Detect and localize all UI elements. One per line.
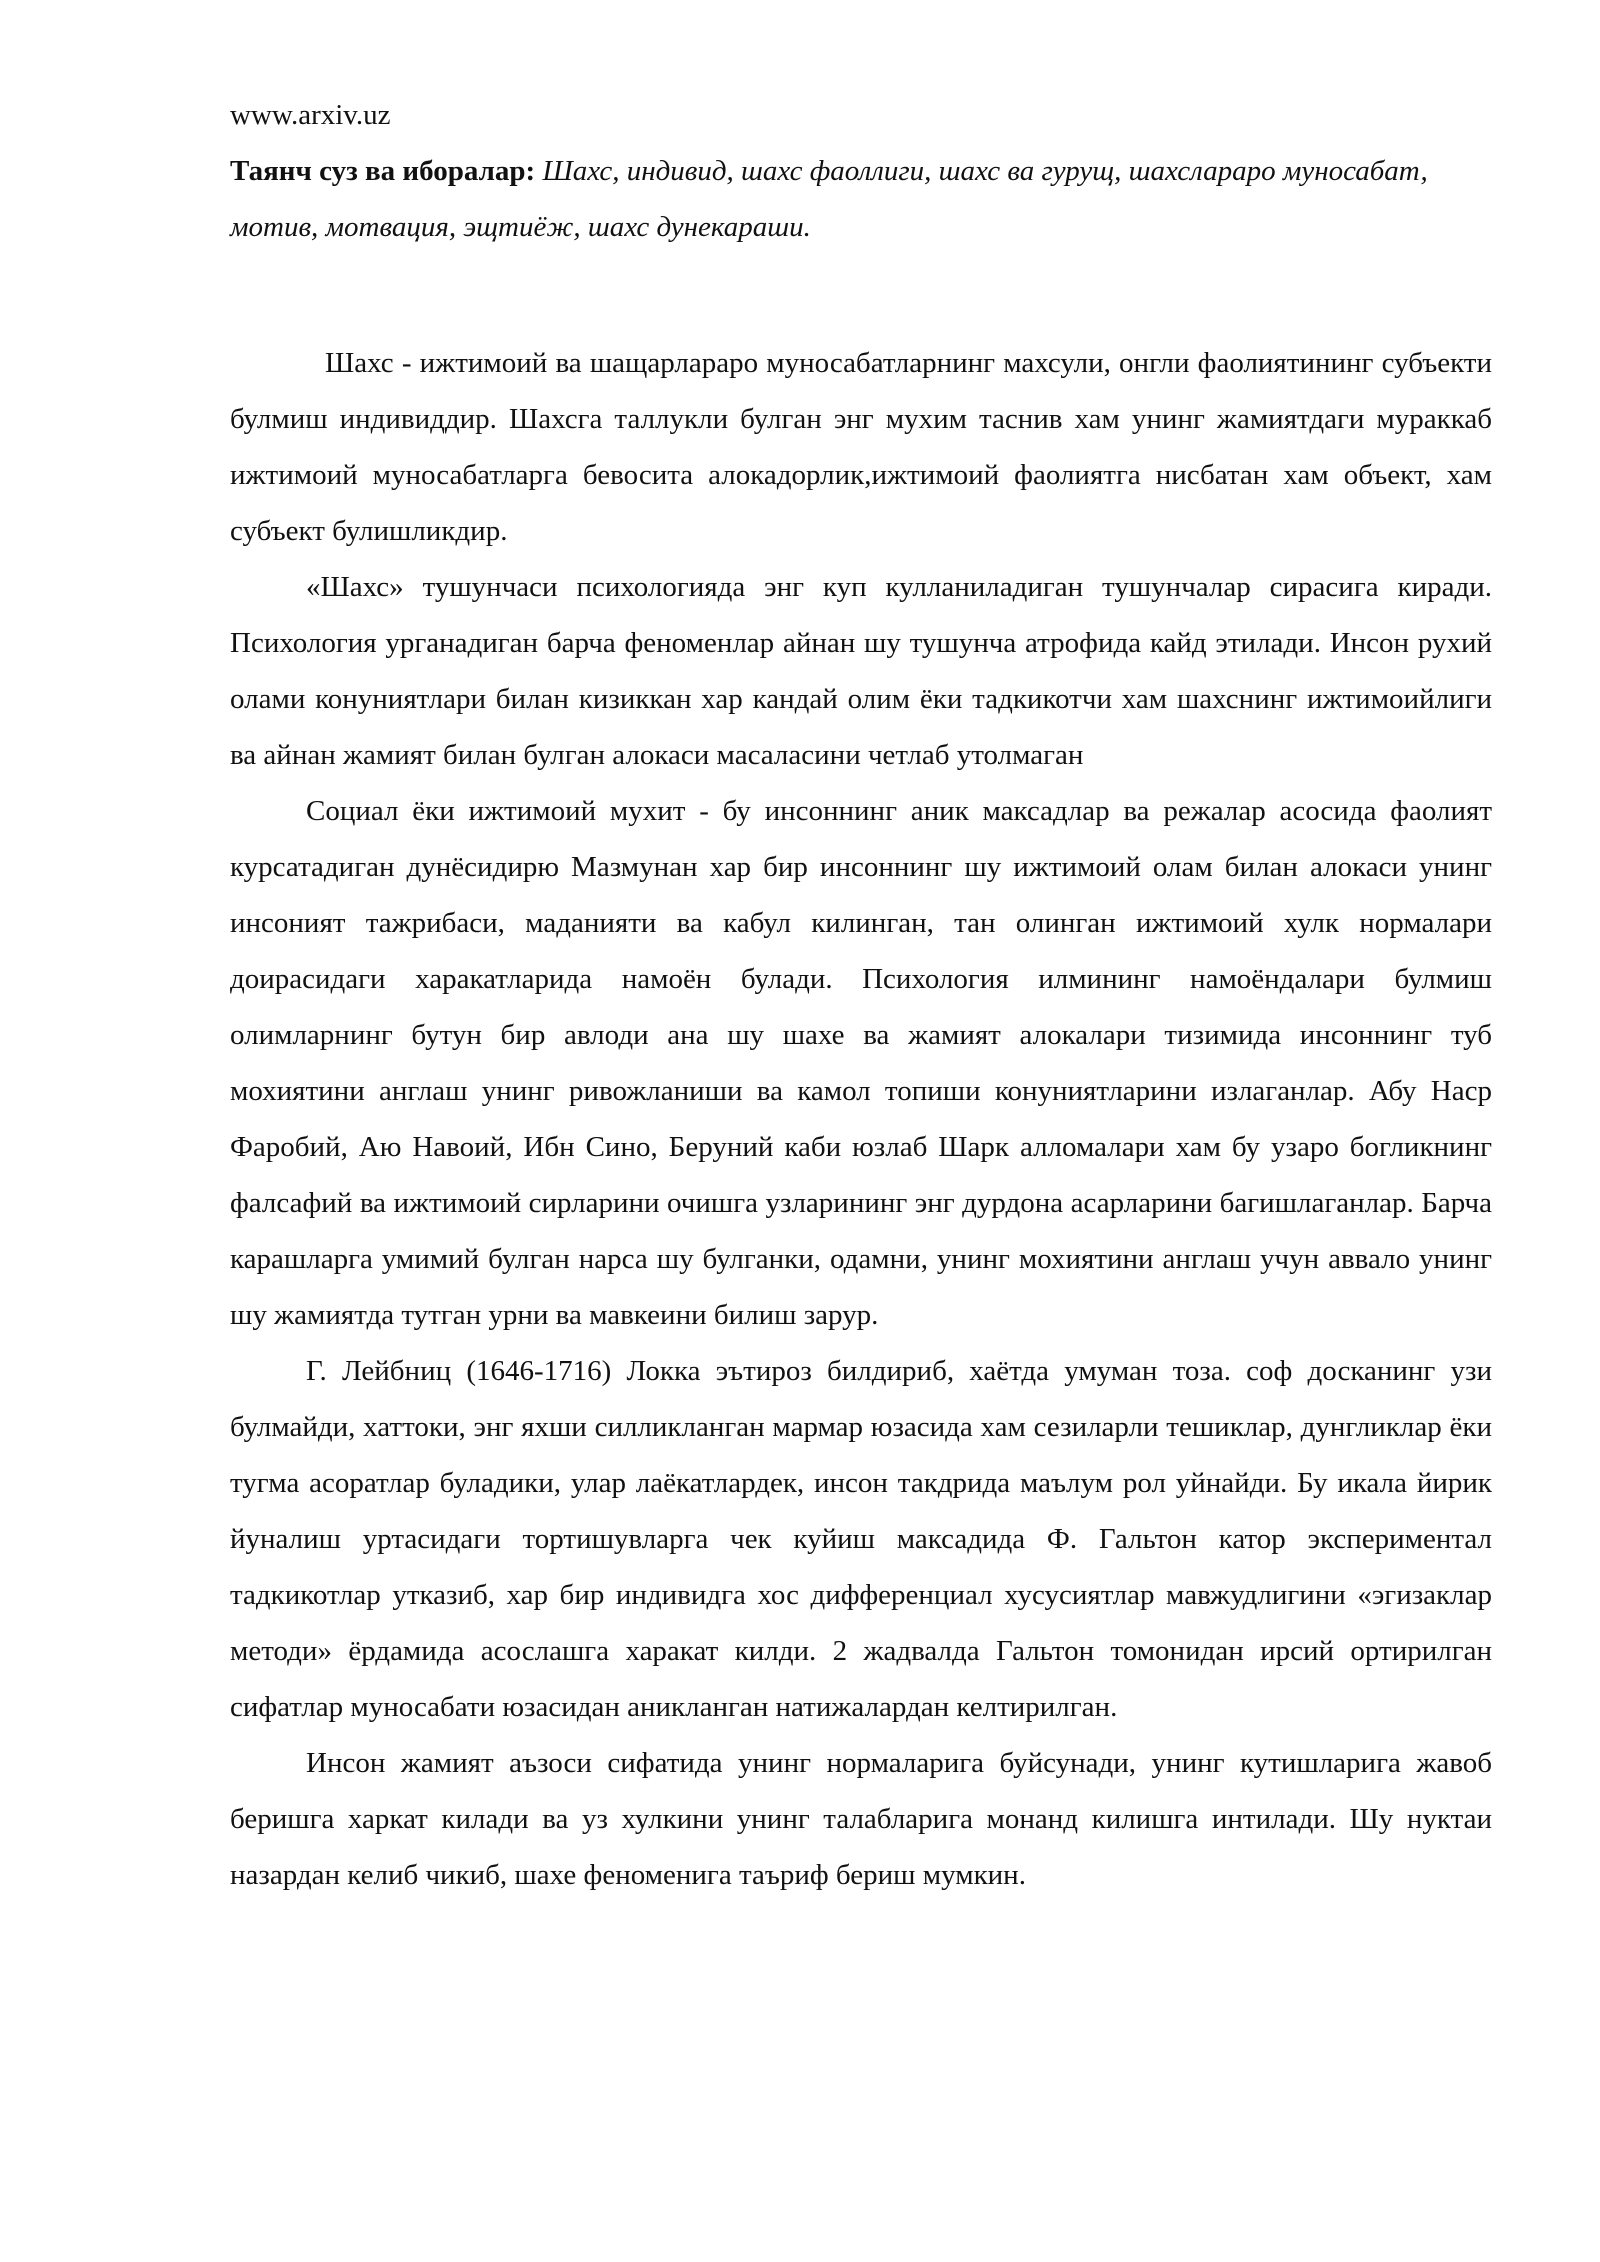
- paragraph: Шахс - ижтимоий ва шащарлараро муносабатларнинг махсули, онгли фаолиятининг субъекти булмиш индивиддир. Шахсга таллукли булган энг мухим таснив хам унинг жамиятдаги мураккаб ижтимоий муносабатларга бевосита алокадорлик,ижтимоий фаолиятга нисбатан хам объект, хам субъект булишликдир.: [230, 347, 1492, 547]
- document-body: [230, 335, 1492, 1903]
- keywords-label: Таянч суз ва иборалар:: [230, 155, 536, 187]
- paragraph: Инсон жамият аъзоси сифатида унинг нормаларига буйсунади, унинг кутишларига жавоб беришга харкат килади ва уз хулкини унинг талабларига монанд килишга интилади. Шу нуктаи назардан келиб чикиб, шахе феноменига таъриф бериш мумкин.: [230, 1747, 1492, 1891]
- keywords-line: [230, 143, 1492, 255]
- site-url: www.arxiv.uz: [230, 99, 391, 131]
- paragraph: Г. Лейбниц (1646-1716) Локка эътироз билдириб, хаётда умуман тоза. соф досканинг узи булмайди, хаттоки, энг яхши силликланган мармар юзасида хам сезиларли тешиклар, дунгликлар ёки тугма асоратлар буладики, улар лаёкатлардек, инсон такдрида маълум рол уйнайди. Бу икала йирик йуналиш уртасидаги тортишувларга чек куйиш максадида Ф. Гальтон катор экспериментал тадкикотлар утказиб, хар бир индивидга хос дифференциал хусусиятлар мавжудлигини «эгизаклар методи» ёрдамида асослашга харакат килди. 2 жадвалда Гальтон томонидан ирсий ортирилган сифатлар муносабати юзасидан аникланган натижалардан келтирилган.: [230, 1355, 1492, 1723]
- document-page: [230, 95, 1492, 1903]
- keywords-terms: Шахс, индивид, шахс фаоллиги, шахс ва гурущ, шахслараро муносабат, мотив, мотвация, эщтиёж, шахс дунекараши.: [230, 155, 1428, 243]
- paragraph: Социал ёки ижтимоий мухит - бу инсоннинг аник максадлар ва режалар асосида фаолият курсатадиган дунёсидирю Мазмунан хар бир инсоннинг шу ижтимоий олам билан алокаси унинг инсоният тажрибаси, маданияти ва кабул килинган, тан олинган ижтимоий хулк нормалари доирасидаги харакатларида намоён булади. Психология илмининг намоёндалари булмиш олимларнинг бутун бир авлоди ана шу шахе ва жамият алокалари тизимида инсоннинг туб мохиятини англаш унинг ривожланиши ва камол топиши конуниятларини излаганлар. Абу Наср Фаробий, Аю Навоий, Ибн Сино, Беруний каби юзлаб Шарк алломалари хам бу узаро богликнинг фалсафий ва ижтимоий сирларини очишга узларининг энг дурдона асарларини багишлаганлар. Барча карашларга умимий булган нарса шу булганки, одамни, унинг мохиятини англаш учун аввало унинг шу жамиятда тутган урни ва мавкеини билиш зарур.: [230, 795, 1492, 1331]
- paragraph: «Шахс» тушунчаси психологияда энг куп кулланиладиган тушунчалар сирасига киради. Психология урганадиган барча феноменлар айнан шу тушунча атрофида кайд этилади. Инсон рухий олами конуниятлари билан кизиккан хар кандай олим ёки тадкикотчи хам шахснинг ижтимоийлиги ва айнан жамият билан булган алокаси масаласини четлаб утолмаган: [230, 571, 1492, 771]
